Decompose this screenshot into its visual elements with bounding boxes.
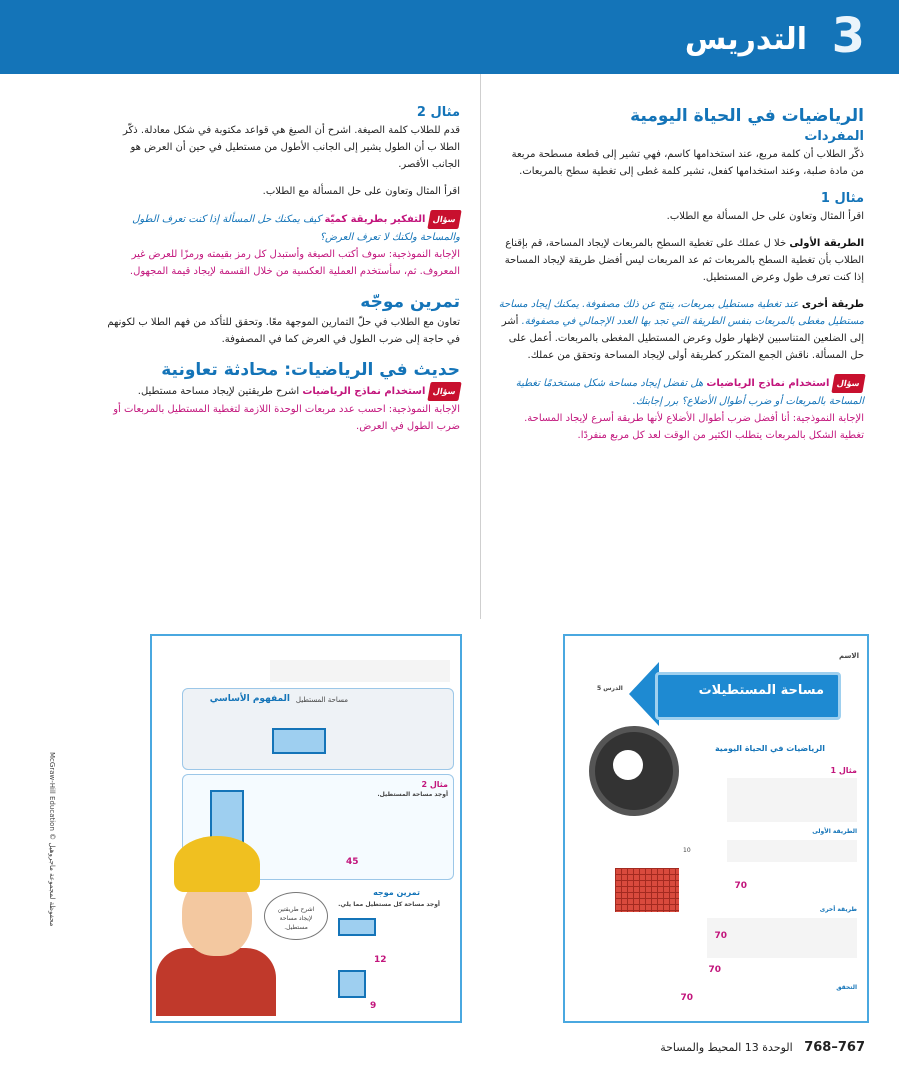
thumb-text-block (727, 778, 857, 822)
page-numbers: 767–768 (804, 1040, 865, 1055)
real-world-heading: الرياضيات في الحياة اليومية (630, 106, 864, 126)
guided-title: تمرين موجّه (360, 292, 460, 312)
section-title: التدريس (684, 22, 807, 57)
question-tag: سؤال (428, 382, 462, 401)
student-page-right-thumbnail (563, 634, 869, 1023)
use-models-label: استخدام نماذج الرياضيات (706, 378, 830, 389)
other-way-text: أشر إلى الضلعين المتناسبين لإظهار طول وعرض المستطيل المغطى بالمربعات. أعمل على حل المسألة. ناقش الجمع المتكرر كطريقة أولى لإيجاد المساحة وتحقق من عملك. (501, 316, 864, 361)
thumb-ex2: مثال 2 (421, 780, 448, 789)
math-talk-answer: الإجابة النموذجية: احسب عدد مربعات الوحدة اللازمة لتغطية المستطيل بالمربعات أو ضرب الطول في العرض. (113, 404, 460, 432)
other-way-label: طريقة أخرى (801, 299, 864, 310)
page-header (0, 0, 899, 74)
math-talk-paragraph (100, 382, 460, 401)
thumb-check: التحقق (836, 984, 857, 991)
way1-label: الطريقة الأولى (789, 238, 864, 249)
example2-title: مثال 2 (416, 105, 460, 120)
thumb-text-block (727, 840, 857, 862)
thumb-subheading: الرياضيات في الحياة اليومية (714, 744, 825, 753)
thumb-concept-sub: مساحة المستطيل (295, 696, 348, 704)
use-models-italic: هل تفضل إيجاد مساحة شكل مستخدمًا تغطية المساحة بالمربعات أو ضرب أطوال الأضلاع؟ برر إجابتك. (515, 378, 864, 407)
thumb-way1: الطريقة الأولى (812, 828, 857, 835)
vocab-text: ذكّر الطلاب أن كلمة مربع، عند استخدامها كاسم، فهي تشير إلى قطعة مسطحة مربعة من مادة صلبة، وعند استخدامها كفعل، تشير كلمة غطى إلى تغطية سطح بالمربعات. (511, 149, 864, 177)
thumb-text-block (707, 918, 857, 958)
thumb-val-12: 12 (374, 955, 387, 965)
thumb-val-45: 45 (346, 857, 359, 867)
thumb-guided: تمرين موجه (373, 888, 420, 897)
think-answer: الإجابة النموذجية: سوف أكتب الصيغة وأستبدل كل رمز بقيمته ورمزًا للعرض غير المعروف. ثم، سأستخدم العملية العكسية من خلال القسمة لإيجاد قيمة المجهول. (129, 249, 460, 277)
student-page-left-thumbnail (150, 634, 462, 1023)
example1-title: مثال 1 (820, 191, 864, 206)
column-divider (480, 74, 481, 619)
guided-rectangle-2 (338, 970, 366, 998)
side-credit: McGraw-Hill Education © محفوظة لمجموعة ماجروهيل (48, 752, 56, 927)
think-label: التفكير بطريقة كميّة (324, 214, 426, 225)
way1-paragraph (498, 235, 864, 286)
think-italic: كيف يمكنك حل المسألة إذا كنت تعرف الطول والمساحة ولكنك لا تعرف العرض؟ (132, 214, 460, 243)
thumb-val-70-b: 70 (714, 931, 727, 941)
other-way-paragraph (498, 296, 864, 364)
thumb-val-70-a: 70 (734, 881, 747, 891)
thumb-guided-sub: أوجد مساحة كل مستطيل مما يلي. (338, 901, 440, 908)
tile-grid-image (615, 868, 679, 912)
thumb-ex1: مثال 1 (830, 766, 857, 775)
use-models-paragraph (498, 374, 864, 410)
thumb-val-10: 10 (683, 847, 691, 854)
guided-text: تعاون مع الطلاب في حلّ التمارين الموجهة معًا. وتحقق للتأكد من فهم الطلا ب لكونهم في حاجة إلى ضرب الطول في العرض كما في المصفوفة. (107, 317, 460, 345)
thumb-lesson-label: الدرس 5 (597, 685, 623, 692)
thumb-val-70-c: 70 (708, 965, 721, 975)
thumb-val-70-d: 70 (680, 993, 693, 1003)
example1-text: اقرأ المثال وتعاون على حل المسألة مع الطلاب. (666, 211, 864, 222)
way1-text: خلا ل عملك على تغطية السطح بالمربعات لإيجاد المساحة، قم بإقناع الطلاب بأن تغطية السطح بالمربعات ثم عد المربعات ليس أفضل طريقة لإيجاد المساحة إذا كنت تعرف طول وعرض المستطيل. (504, 238, 864, 283)
unit-label: الوحدة 13 المحيط والمساحة (660, 1041, 793, 1054)
thumb-ex2-sub: أوجد مساحة المستطيل. (377, 791, 448, 798)
concept-rectangle (272, 728, 326, 754)
boy-with-hardhat-image (156, 836, 276, 1016)
guided-rectangle-1 (338, 918, 376, 936)
bubble-text: اشرح طريقتين لإيجاد مساحة مستطيل. (277, 906, 315, 931)
thumb-text-block (270, 660, 450, 682)
thumb-val-9: 9 (370, 1001, 377, 1011)
math-talk-title: حديث في الرياضيات: محادثة تعاونية (161, 360, 460, 380)
thumb-way2: طريقة أخرى (819, 906, 857, 913)
tire-swing-image (589, 726, 679, 816)
section-number: 3 (831, 8, 865, 64)
question-tag: سؤال (428, 210, 462, 229)
thumb-concept-title: المفهوم الأساسي (209, 694, 290, 704)
thumb-name-label: الاسم (839, 652, 859, 660)
speech-bubble (264, 892, 328, 940)
example2-read: اقرأ المثال وتعاون على حل المسألة مع الطلاب. (262, 186, 460, 197)
question-tag: سؤال (832, 374, 866, 393)
example2-text: قدم للطلاب كلمة الصيغة. اشرح أن الصيغ هي قواعد مكتوبة في شكل معادلة. ذكّر الطلا ب أن الطول يشير إلى الجانب الأطول من مستطيل في حين أن العرض هو الجانب الأقصر. (122, 125, 460, 170)
math-talk-label: استخدام نماذج الرياضيات (302, 386, 426, 397)
use-models-answer: الإجابة النموذجية: أنا أفضل ضرب أطوال الأضلاع لأنها طريقة أسرع لإيجاد المساحة. تغطية الشكل بالمربعات يتطلب الكثير من الوقت لعد كل مربع منفردًا. (524, 413, 864, 441)
math-talk-text: اشرح طريقتين لإيجاد مساحة مستطيل. (137, 386, 300, 397)
left-column (100, 104, 460, 435)
right-column (498, 104, 864, 444)
think-paragraph (100, 210, 460, 246)
other-way-italic: عند تغطية مستطيل بمربعات، ينتج عن ذلك مصفوفة. يمكنك إيجاد مساحة مستطيل مغطى بالمربعات بنفس الطريقة التي تجد بها العدد الإجمالي في مصفوفة. (498, 299, 864, 327)
banner-arrow (655, 672, 841, 720)
page-footer (660, 1040, 865, 1055)
vocab-title: المفردات (804, 129, 864, 144)
thumb-banner-title: مساحة المستطيلات (698, 683, 824, 698)
